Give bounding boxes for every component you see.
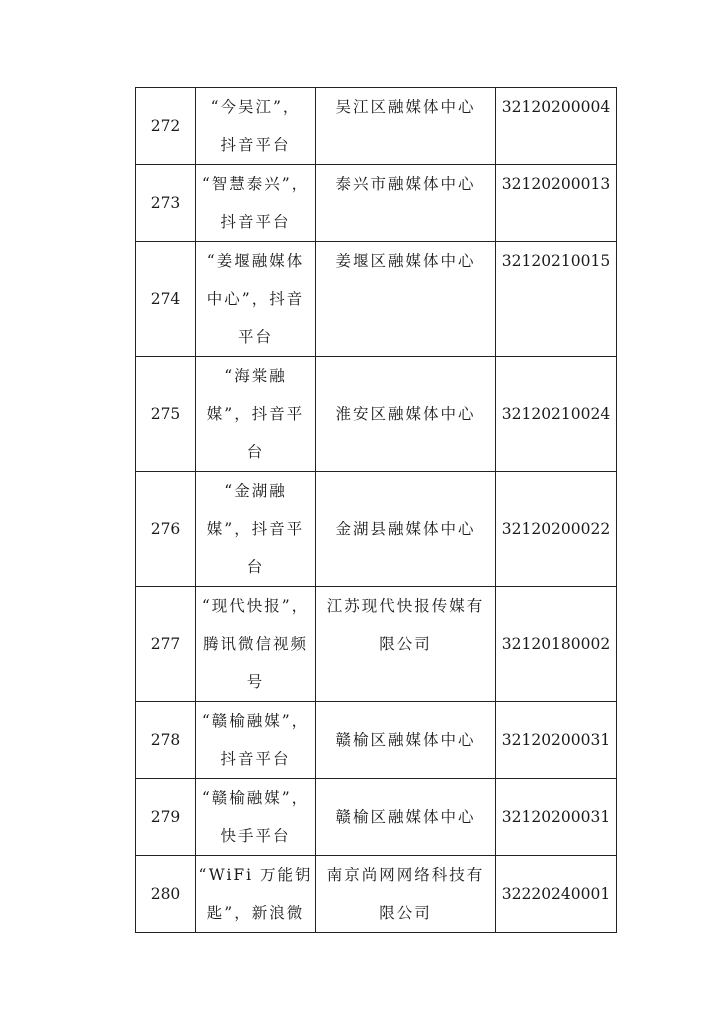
table-row: [136, 88, 617, 165]
table-row: [136, 779, 617, 856]
account-name-line: 媒”，抖音平: [206, 405, 305, 423]
account-name-line: 台: [246, 558, 265, 576]
row-number: 279: [136, 779, 196, 856]
row-number: 278: [136, 702, 196, 779]
account-name-cell: [196, 242, 316, 357]
account-name-line: 匙”，新浪微: [206, 904, 305, 922]
organization-line: 限公司: [379, 635, 432, 653]
account-name-line: 抖音平台: [220, 750, 291, 768]
organization-line: 姜堰区融媒体中心: [335, 252, 476, 270]
account-name-line: “今吴江”，: [210, 98, 301, 116]
organization-line: 南京尚网网络科技有: [326, 866, 485, 884]
account-name-line: 台: [246, 443, 265, 461]
account-name-cell: [196, 88, 316, 165]
account-name-line: “赣榆融媒”，: [201, 712, 310, 730]
organization-line: 限公司: [379, 904, 432, 922]
organization-cell: [316, 702, 496, 779]
organization-cell: [316, 242, 496, 357]
registration-code: 32120200031: [496, 702, 617, 779]
account-name-line: 腾讯微信视频: [202, 635, 308, 653]
organization-line: 江苏现代快报传媒有: [326, 597, 485, 615]
organization-line: 泰兴市融媒体中心: [335, 175, 476, 193]
organization-cell: [316, 165, 496, 242]
organization-line: 金湖县融媒体中心: [335, 520, 476, 538]
account-name-cell: [196, 165, 316, 242]
registration-code: 32120200004: [496, 88, 617, 165]
row-number: 280: [136, 856, 196, 933]
organization-cell: [316, 779, 496, 856]
row-number: 272: [136, 88, 196, 165]
organization-cell: [316, 88, 496, 165]
registration-code: 32120200022: [496, 472, 617, 587]
table-row: [136, 242, 617, 357]
account-name-cell: [196, 472, 316, 587]
account-name-line: “现代快报”，: [201, 597, 310, 615]
account-name-cell: [196, 587, 316, 702]
organization-line: 赣榆区融媒体中心: [335, 808, 476, 826]
registration-code: 32120200031: [496, 779, 617, 856]
table-row: [136, 165, 617, 242]
account-name-cell: [196, 702, 316, 779]
account-name-line: 平台: [237, 328, 273, 346]
organization-line: 赣榆区融媒体中心: [335, 731, 476, 749]
account-name-line: “金湖融: [224, 482, 287, 500]
registration-code: 32120200013: [496, 165, 617, 242]
registration-code: 32120210015: [496, 242, 617, 357]
account-name-line: 媒”，抖音平: [206, 520, 305, 538]
account-name-line: 抖音平台: [220, 136, 291, 154]
table-row: [136, 702, 617, 779]
account-name-line: “赣榆融媒”，: [201, 789, 310, 807]
organization-cell: [316, 472, 496, 587]
row-number: 277: [136, 587, 196, 702]
account-name-line: 快手平台: [220, 827, 291, 845]
row-number: 273: [136, 165, 196, 242]
registry-table: [135, 87, 617, 933]
row-number: 274: [136, 242, 196, 357]
organization-line: 淮安区融媒体中心: [335, 405, 476, 423]
table-row: [136, 587, 617, 702]
account-name-cell: [196, 779, 316, 856]
account-name-line: “姜堰融媒体: [206, 252, 305, 270]
row-number: 275: [136, 357, 196, 472]
registration-code: 32120180002: [496, 587, 617, 702]
account-name-line: “海棠融: [224, 367, 287, 385]
organization-cell: [316, 357, 496, 472]
organization-line: 吴江区融媒体中心: [335, 98, 476, 116]
account-name-cell: [196, 357, 316, 472]
organization-cell: [316, 587, 496, 702]
account-name-cell: [196, 856, 316, 933]
account-name-line: “WiFi 万能钥: [198, 866, 313, 884]
account-name-line: “智慧泰兴”，: [201, 175, 310, 193]
account-name-line: 中心”，抖音: [206, 290, 305, 308]
organization-cell: [316, 856, 496, 933]
account-name-line: 号: [246, 673, 265, 691]
registration-code: 32120210024: [496, 357, 617, 472]
table-row: [136, 472, 617, 587]
registration-code: 32220240001: [496, 856, 617, 933]
row-number: 276: [136, 472, 196, 587]
table-row: [136, 856, 617, 933]
table-row: [136, 357, 617, 472]
account-name-line: 抖音平台: [220, 213, 291, 231]
